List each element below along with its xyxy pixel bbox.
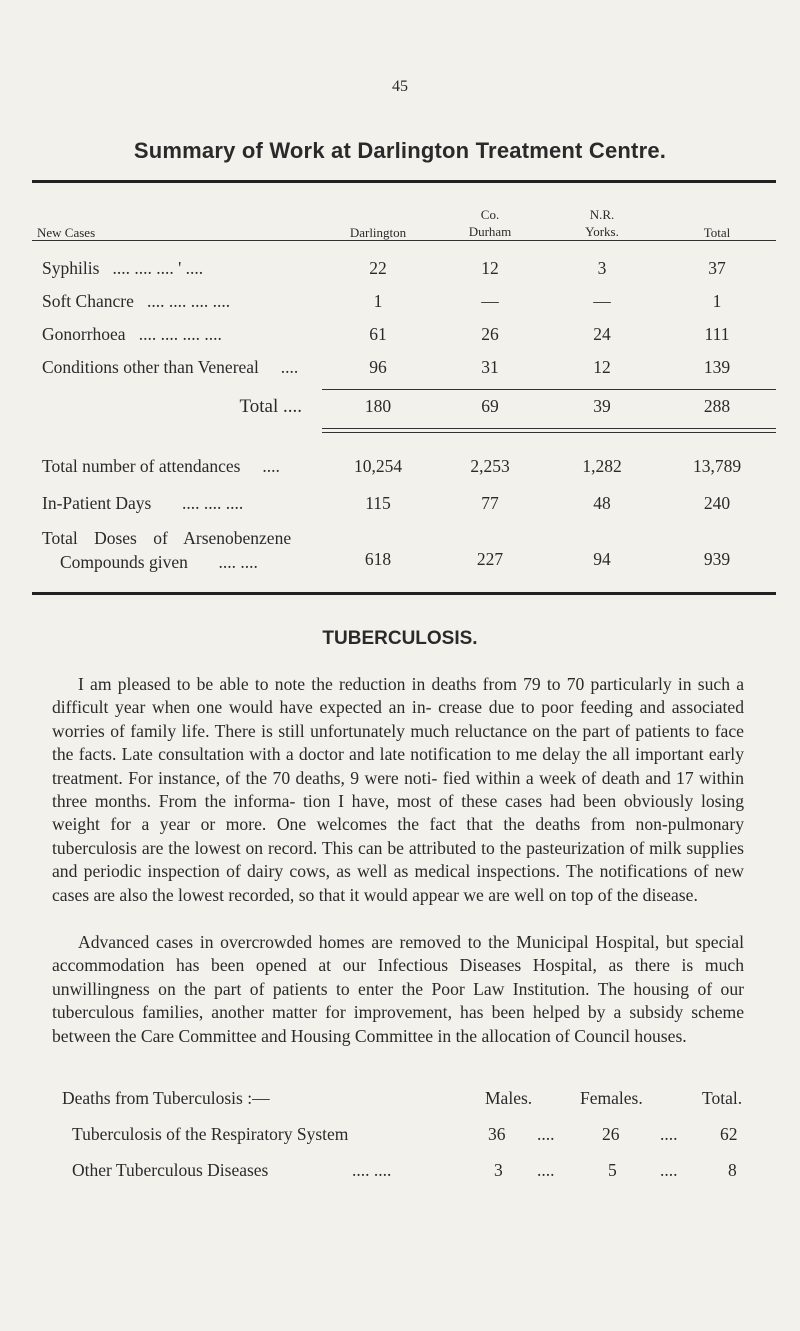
cell: 939 [703,549,731,569]
cell: 12 [593,357,611,377]
table-row [32,318,776,351]
cell-females: 5 [608,1160,617,1180]
row-label: In-Patient Days [42,492,152,513]
column-header-males: Males. [485,1088,533,1108]
cell: — [481,291,499,311]
cell: 115 [365,492,391,513]
cell: 48 [593,492,611,513]
dot-leader: .... [660,1124,678,1144]
table-row [32,522,776,574]
cell: 13,789 [692,455,742,476]
cell: 24 [593,324,611,344]
summary-title: Summary of Work at Darlington Treatment Centre. [133,138,667,163]
cell: 22 [369,258,387,278]
dot-leader: .... .... .... ' .... [112,258,204,278]
dot-leader: .... [262,455,280,476]
page-number: 45 [392,78,408,95]
cell: 69 [481,396,499,416]
deaths-label: Deaths from Tuberculosis :— [62,1088,270,1108]
new-cases-table [32,252,776,384]
tuberculosis-paragraph-2: Advanced cases in overcrowded homes are removed to the Municipal Hospital, but special accommodation has been opened at our Infectious Diseases Hospital, as there is much unwillingness on the part of patients to enter the Poor Law Institution. The housing of our tuberculous families, another matter for improvement, has been helped by a subsidy scheme between the Care Committee and Housing Committee in the allocation of Council houses. [52,932,744,1046]
table-row [32,252,776,285]
cell: 180 [364,396,392,416]
cell: — [593,291,611,311]
row-label: Total number of attendances [42,455,241,476]
table-row [62,1124,762,1160]
cell: 1 [373,291,383,311]
cell: 2,253 [470,455,510,476]
cell-females: 26 [602,1124,620,1144]
cell: 77 [481,492,499,513]
double-rule-bottom [322,432,776,433]
cell: 139 [703,357,731,377]
cell: 31 [481,357,499,377]
cell: 37 [708,258,726,278]
row-label: Syphilis [42,258,100,278]
row-label-line2: Compounds given [60,552,188,572]
row-label: Gonorrhoea [42,324,126,344]
tuberculosis-paragraph-1: I am pleased to be able to note the reduction in deaths from 79 to 70 particularly in such a difficult year when one would have expected an in- crease due to poor feeding and associated worries of family life. There is still unfortunately much reluctance on the part of patients to face the facts. Late consultation with a doctor and late notification to me delay the all important early treatment. For instance, of the 70 deaths, 9 were noti- fied within a week of death and 17 within three months. From the informa- tion I have, most of these cases had been obviously losing weight for a year or more. One welcomes the fact that the deaths from non-pulmonary tuberculosis are the lowest on record. This can be attributed to the pasteurization of milk supplies and periodic inspection of dairy cows, as well as medical inspections. The notifications of new cases are also the lowest recorded, so that it would appear we are well on top of the disease. [52,674,744,905]
column-header-co-durham: Co. Durham [468,206,512,239]
cell: 12 [481,258,499,278]
cell: 1,282 [582,455,622,476]
cell: 96 [369,357,387,377]
table-row [62,1160,762,1196]
header-rule [32,240,776,241]
cell: 3 [597,258,607,278]
cell: 39 [593,396,611,416]
table-row [32,285,776,318]
table-header-row [32,196,776,249]
column-header-darlington: Darlington [349,225,407,240]
row-label: Other Tuberculous Diseases [72,1160,269,1180]
total-label: Total .... [239,395,302,417]
column-header-new-cases: New Cases [37,224,96,240]
cell: 26 [481,324,499,344]
table-top-rule [32,180,776,183]
dot-leader: .... .... .... .... [146,291,231,311]
table-row [32,448,776,484]
total-row-table [32,390,776,423]
deaths-header-row [62,1088,762,1124]
cell: 61 [369,324,387,344]
column-header-females: Females. [580,1088,643,1108]
dot-leader: .... [660,1160,678,1180]
cell-total: 62 [720,1124,738,1144]
dot-leader: .... .... [218,552,258,572]
column-header-total: Total [703,225,731,240]
row-label-line1: Total Doses of Arsenobenzene [42,528,292,548]
cell: 240 [703,492,731,513]
cell: 1 [712,291,722,311]
dot-leader: .... [280,357,299,377]
row-label: Conditions other than Venereal [42,357,259,377]
cell-males: 3 [494,1160,503,1180]
dot-leader: .... [537,1124,555,1144]
cell: 10,254 [353,455,403,476]
summary-header-table [32,196,776,249]
table-row [32,351,776,384]
cell: 618 [364,549,392,569]
cell: 94 [593,549,611,569]
column-header-total: Total. [702,1088,743,1108]
double-rule-top [322,428,776,429]
dot-leader: .... .... .... .... [138,324,222,344]
dot-leader: .... [537,1160,555,1180]
cell: 111 [704,324,730,344]
dot-leader: .... .... .... [181,492,244,513]
attendance-table [32,448,776,574]
deaths-table [62,1088,762,1196]
cell-total: 8 [728,1160,737,1180]
row-label: Soft Chancre [42,291,134,311]
dot-leader: .... .... [352,1160,392,1180]
cell: 288 [703,396,731,416]
table-row [32,484,776,522]
table-bottom-rule [32,592,776,595]
column-header-nr-yorks: N.R. Yorks. [585,206,619,239]
row-label: Tuberculosis of the Respiratory System [72,1124,349,1144]
tuberculosis-heading: TUBERCULOSIS. [322,628,478,649]
total-row [32,390,776,423]
cell: 227 [476,549,504,569]
cell-males: 36 [488,1124,506,1144]
